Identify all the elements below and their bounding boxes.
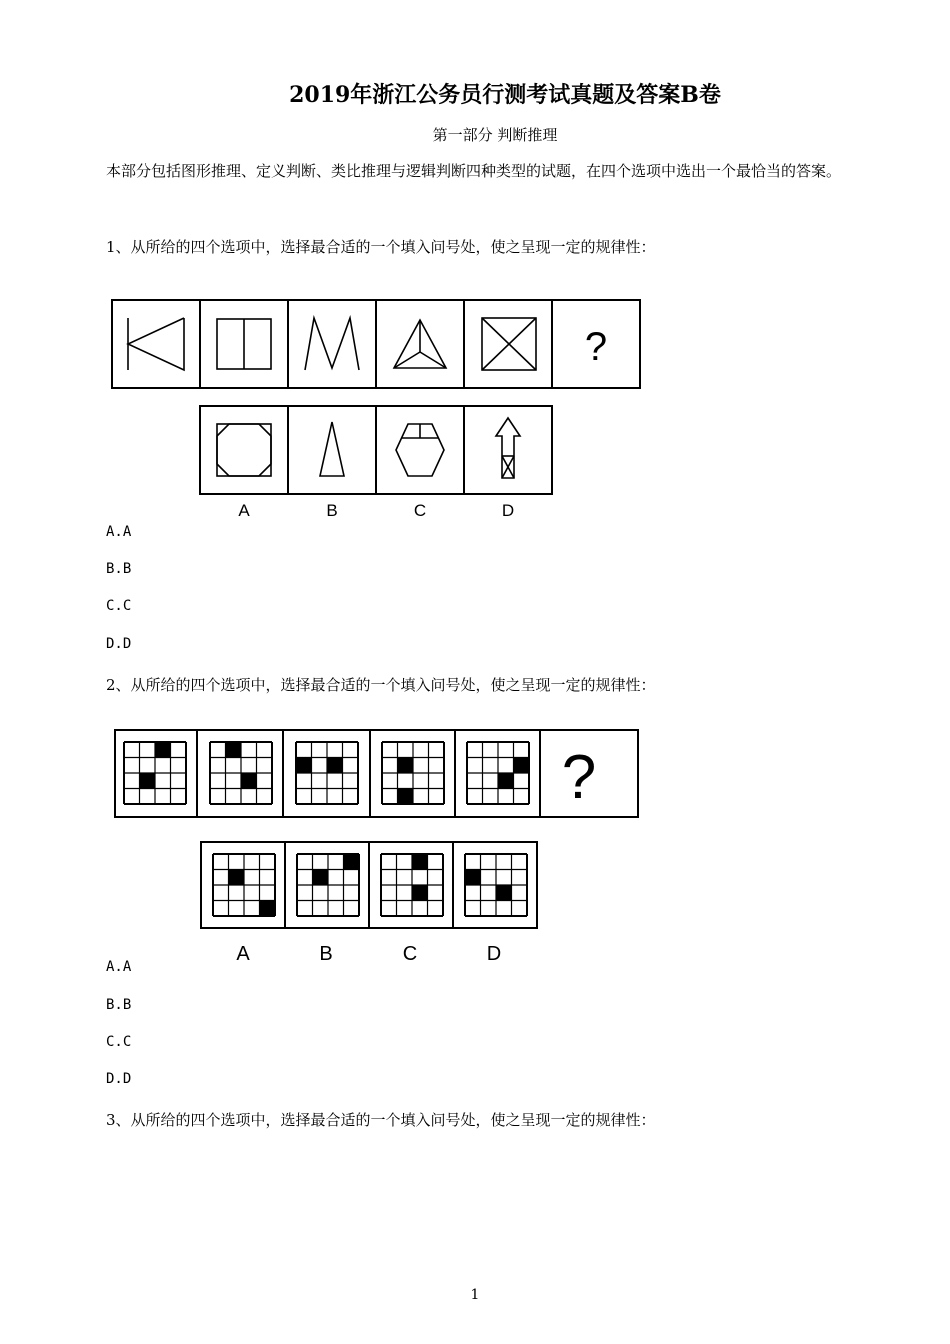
- intro-paragraph: 本部分包括图形推理、定义判断、类比推理与逻辑判断四种类型的试题，在四个选项中选出一个最恰当的答案。: [106, 162, 842, 180]
- q2-option-d[interactable]: D.D: [106, 1071, 132, 1087]
- q2-grid-4: [382, 742, 444, 804]
- q2-question-mark: ?: [561, 743, 597, 812]
- q2-option-grid-D: [465, 854, 527, 916]
- q2-grid-3: [296, 742, 358, 804]
- q1-label-d: D: [501, 501, 515, 520]
- q2-grid-2: [210, 742, 272, 804]
- q2-grid-5: [467, 742, 529, 804]
- q2-option-b[interactable]: B.B: [106, 997, 132, 1013]
- question-2-figure: [100, 722, 640, 968]
- q2-filled-cell: [260, 901, 276, 917]
- q1-question-mark: ?: [584, 325, 608, 369]
- question-1-figure: [100, 290, 660, 522]
- q2-filled-cell: [327, 758, 343, 774]
- page-number: 1: [470, 1287, 480, 1303]
- q2-grid-1: [124, 742, 186, 804]
- q1-option-b[interactable]: B.B: [106, 561, 132, 577]
- q2-filled-cell: [398, 758, 414, 774]
- q2-option-a[interactable]: A.A: [106, 959, 132, 975]
- q2-filled-cell: [498, 773, 514, 789]
- q2-filled-cell: [155, 742, 171, 758]
- q2-filled-cell: [226, 742, 242, 758]
- q2-filled-cell: [296, 758, 312, 774]
- q1-option-c[interactable]: C.C: [106, 598, 132, 614]
- question-2-stem: 2、从所给的四个选项中，选择最合适的一个填入问号处，使之呈现一定的规律性：: [106, 676, 656, 694]
- q2-filled-cell: [229, 870, 245, 886]
- q2-filled-cell: [496, 885, 512, 901]
- q2-filled-cell: [313, 870, 329, 886]
- q1-option-a[interactable]: A.A: [106, 524, 132, 540]
- q2-filled-cell: [241, 773, 257, 789]
- q2-filled-cell: [514, 758, 530, 774]
- q2-filled-cell: [344, 854, 360, 870]
- q2-label-b: B: [319, 943, 333, 965]
- q1-box-3: [288, 300, 376, 388]
- section-heading: 第一部分 判断推理: [432, 126, 558, 144]
- question-1-stem: 1、从所给的四个选项中，选择最合适的一个填入问号处，使之呈现一定的规律性：: [106, 238, 656, 256]
- q2-filled-cell: [465, 870, 481, 886]
- q2-filled-cell: [140, 773, 156, 789]
- q2-label-a: A: [236, 943, 250, 965]
- q2-option-grid-B: [297, 854, 359, 916]
- q1-box-1: [112, 300, 200, 388]
- q2-option-grid-C: [381, 854, 443, 916]
- q1-label-b: B: [326, 501, 338, 520]
- q2-filled-cell: [398, 789, 414, 805]
- q1-label-c: C: [413, 501, 427, 520]
- q2-option-grid-A: [213, 854, 275, 916]
- q2-filled-cell: [412, 854, 428, 870]
- q2-label-c: C: [402, 943, 418, 965]
- document-title: 2019年浙江公务员行测考试真题及答案B卷: [289, 82, 721, 108]
- q1-label-a: A: [238, 501, 250, 520]
- q1-option-d[interactable]: D.D: [106, 636, 132, 652]
- q2-option-c[interactable]: C.C: [106, 1034, 132, 1050]
- q2-label-d: D: [486, 943, 502, 965]
- question-3-stem: 3、从所给的四个选项中，选择最合适的一个填入问号处，使之呈现一定的规律性：: [106, 1111, 656, 1129]
- q2-filled-cell: [412, 885, 428, 901]
